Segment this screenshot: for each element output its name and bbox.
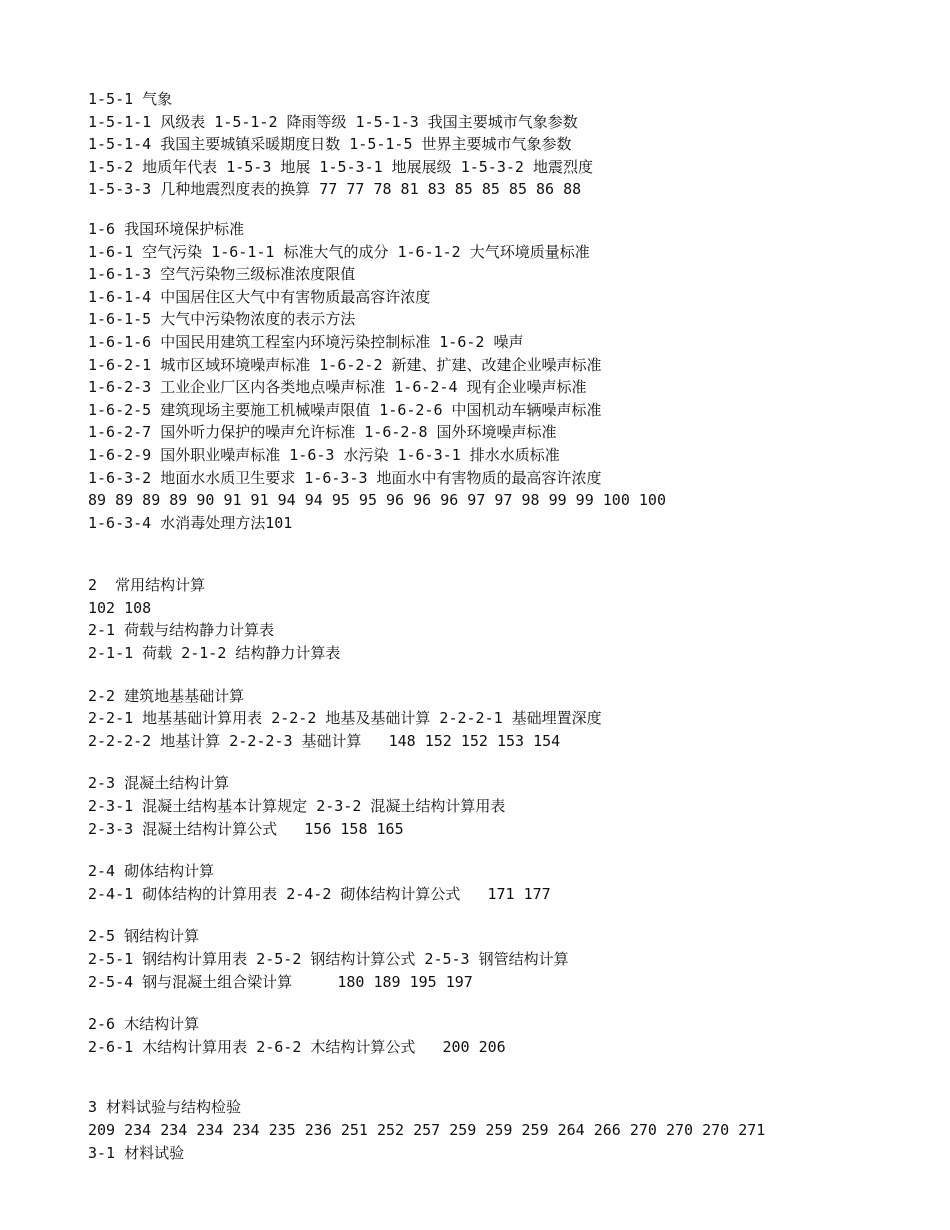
section-heading: 1-6 我国环境保护标准	[88, 219, 245, 238]
toc-line: 1-5-1-1 风级表 1-5-1-2 降雨等级 1-5-1-3 我国主要城市气象参数	[88, 112, 578, 131]
page-numbers: 209 234 234 234 234 235 236 251 252 257 259 259 259 264 266 270 270 270 271	[88, 1120, 766, 1139]
section-heading: 2-3 混凝土结构计算	[88, 774, 230, 793]
toc-line: 1-6-2-3 工业企业厂区内各类地点噪声标准 1-6-2-4 现有企业噪声标准	[88, 378, 587, 397]
toc-line: 1-6-2-1 城市区域环境噪声标准 1-6-2-2 新建、扩建、改建企业噪声标准	[88, 355, 602, 374]
toc-line: 2-5-4 钢与混凝土组合梁计算 180 189 195 197	[88, 972, 473, 991]
toc-line: 2-2-2-2 地基计算 2-2-2-3 基础计算 148 152 152 153 154	[88, 731, 561, 750]
toc-line: 2-2-1 地基基础计算用表 2-2-2 地基及基础计算 2-2-2-1 基础埋置深度	[88, 709, 602, 728]
toc-line: 1-6-3-2 地面水水质卫生要求 1-6-3-3 地面水中有害物质的最高容许浓度	[88, 468, 602, 487]
toc-line: 1-6-1-4 中国居住区大气中有害物质最高容许浓度	[88, 287, 431, 306]
section-heading: 2-5 钢结构计算	[88, 927, 200, 946]
toc-line: 2-3-3 混凝土结构计算公式 156 158 165	[88, 819, 404, 838]
toc-line: 1-6-1-6 中国民用建筑工程室内环境污染控制标准 1-6-2 噪声	[88, 332, 524, 351]
toc-line: 1-5-2 地质年代表 1-5-3 地展 1-5-3-1 地展展级 1-5-3-2 地震烈度	[88, 157, 593, 176]
section-gap	[88, 993, 928, 1013]
toc-line: 1-5-3-3 几种地震烈度表的换算 77 77 78 81 83 85 85 85 86 88	[88, 180, 582, 199]
toc-line: 1-6-1 空气污染 1-6-1-1 标准大气的成分 1-6-1-2 大气环境质量标准	[88, 242, 590, 261]
chapter-heading: 2 常用结构计算	[88, 576, 206, 595]
toc-line: 1-6-1-5 大气中污染物浓度的表示方法	[88, 310, 356, 329]
section-heading: 2-2 建筑地基基础计算	[88, 686, 245, 705]
toc-line: 1-5-1 气象	[88, 90, 173, 108]
toc-line: 1-6-3-4 水消毒处理方法101	[88, 513, 293, 532]
toc-line: 1-6-2-5 建筑现场主要施工机械噪声限值 1-6-2-6 中国机动车辆噪声标准	[88, 400, 602, 419]
toc-line: 2-1-1 荷载 2-1-2 结构静力计算表	[88, 644, 341, 663]
section-heading: 3-1 材料试验	[88, 1143, 185, 1162]
section-heading: 2-4 砌体结构计算	[88, 862, 215, 881]
section-gap	[88, 752, 928, 772]
section-heading: 2-6 木结构计算	[88, 1015, 200, 1034]
page-numbers: 89 89 89 89 90 91 91 94 94 95 95 96 96 96 97 97 98 99 99 100 100	[88, 491, 666, 510]
toc-line: 1-6-2-7 国外听力保护的噪声允许标准 1-6-2-8 国外环境噪声标准	[88, 423, 557, 442]
toc-line: 1-6-1-3 空气污染物三级标准浓度限值	[88, 265, 356, 284]
section-heading: 2-1 荷载与结构静力计算表	[88, 621, 275, 640]
toc-line: 1-6-2-9 国外职业噪声标准 1-6-3 水污染 1-6-3-1 排水水质标准	[88, 445, 560, 464]
section-gap	[88, 905, 928, 925]
toc-line: 2-4-1 砌体结构的计算用表 2-4-2 砌体结构计算公式 171 177	[88, 884, 551, 903]
toc-line: 2-3-1 混凝土结构基本计算规定 2-3-2 混凝土结构计算用表	[88, 797, 506, 816]
chapter-heading: 3 材料试验与结构检验	[88, 1098, 242, 1117]
toc-line: 2-6-1 木结构计算用表 2-6-2 木结构计算公式 200 206	[88, 1037, 506, 1056]
section-gap	[88, 840, 928, 860]
page-numbers: 102 108	[88, 598, 152, 617]
chapter-gap	[88, 1058, 928, 1096]
toc-line: 1-5-1-4 我国主要城镇采暖期度日数 1-5-1-5 世界主要城市气象参数	[88, 135, 572, 154]
document-page	[88, 88, 928, 1164]
section-gap	[88, 665, 928, 685]
section-gap	[88, 201, 928, 218]
toc-line: 2-5-1 钢结构计算用表 2-5-2 钢结构计算公式 2-5-3 钢管结构计算	[88, 950, 569, 968]
chapter-gap	[88, 534, 928, 574]
